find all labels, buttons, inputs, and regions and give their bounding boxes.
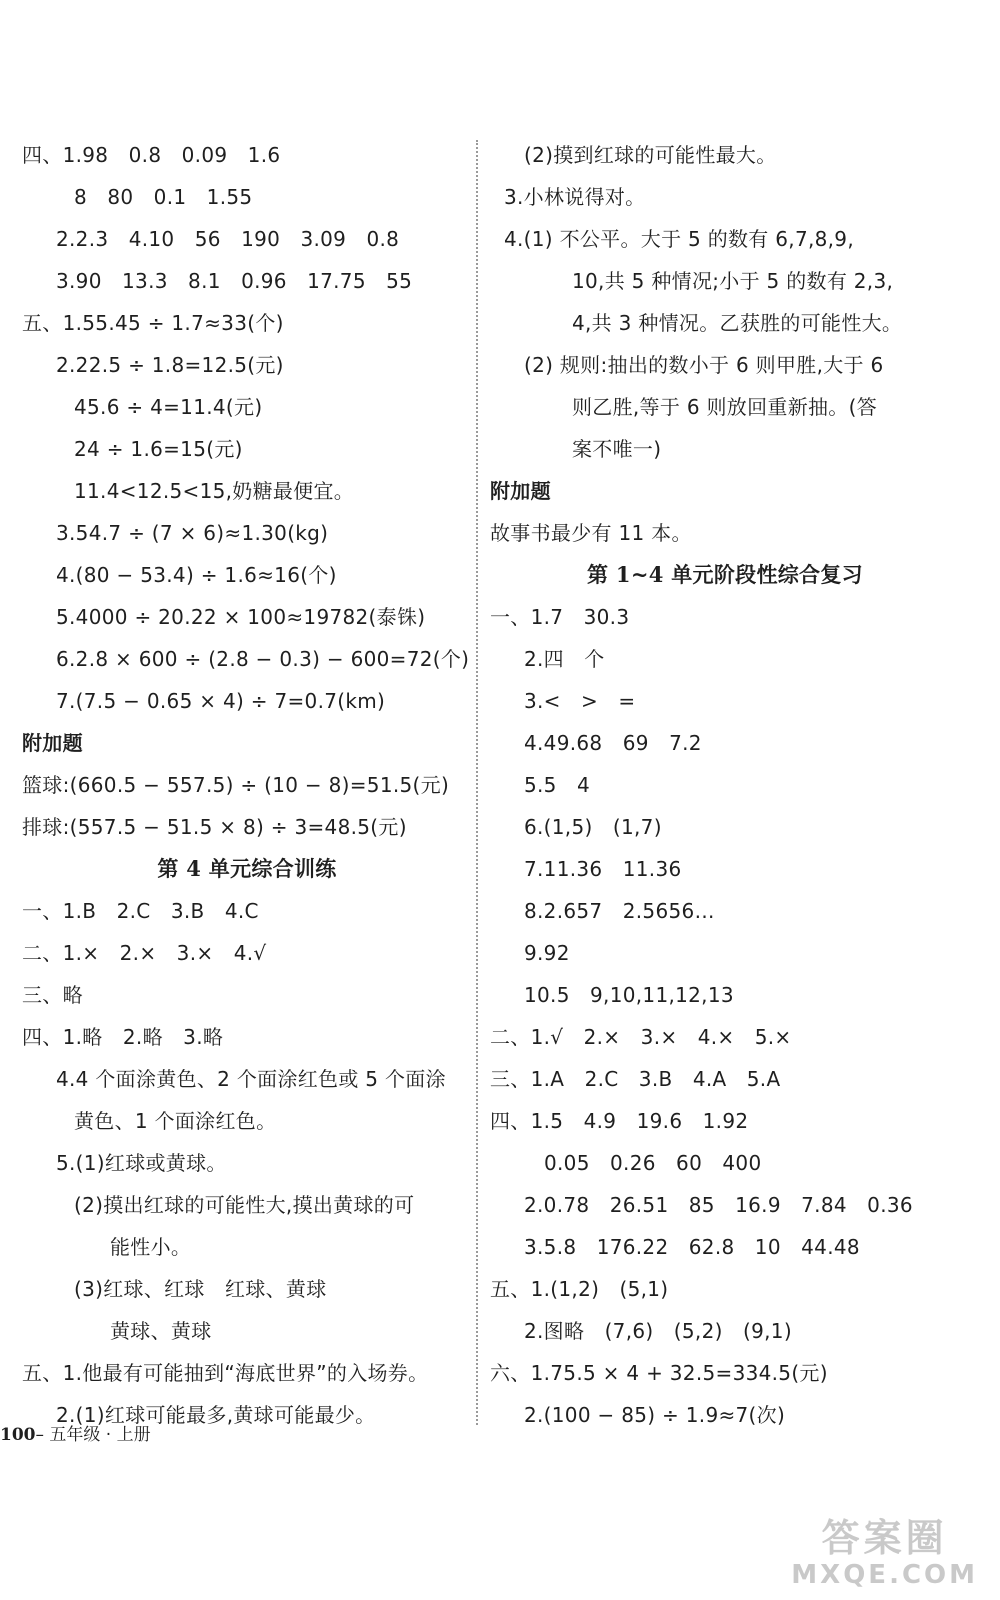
- answer-line: 2.0.78 26.51 85 16.9 7.84 0.36: [524, 1193, 913, 1217]
- answer-line: 6.2.8 × 600 ÷ (2.8 − 0.3) − 600=72(个): [56, 647, 470, 671]
- page-number: 100: [0, 1425, 36, 1445]
- answer-line: (3)红球、红球 红球、黄球: [74, 1277, 327, 1301]
- answer-line: 2.(100 − 85) ÷ 1.9≈7(次): [524, 1403, 786, 1427]
- answer-line: 2.22.5 ÷ 1.8=12.5(元): [56, 353, 284, 377]
- answer-line: 4.(1) 不公平。大于 5 的数有 6,7,8,9,: [504, 227, 854, 251]
- answer-line: 8.2.657 2.5656…: [524, 899, 715, 923]
- answer-line: 篮球:(660.5 − 557.5) ÷ (10 − 8)=51.5(元): [22, 773, 450, 797]
- right-column: [490, 134, 960, 1436]
- grade-label: 五年级 · 上册: [49, 1425, 151, 1445]
- answer-line: 3.小林说得对。: [504, 185, 646, 209]
- answer-line: 24 ÷ 1.6=15(元): [74, 437, 243, 461]
- answer-line: 则乙胜,等于 6 则放回重新抽。(答: [572, 395, 877, 419]
- answer-line: 四、1.5 4.9 19.6 1.92: [490, 1109, 749, 1133]
- footer-dash: –: [35, 1425, 44, 1445]
- watermark-logo: [791, 1516, 978, 1590]
- column-divider: [476, 140, 478, 1425]
- answer-line: 7.11.36 11.36: [524, 857, 682, 881]
- answer-line: 8 80 0.1 1.55: [74, 185, 253, 209]
- answer-line: 案不唯一): [572, 437, 662, 461]
- answer-line: 0.05 0.26 60 400: [544, 1151, 762, 1175]
- answer-line: 黄色、1 个面涂红色。: [74, 1109, 277, 1133]
- answer-line: 7.(7.5 − 0.65 × 4) ÷ 7=0.7(km): [56, 689, 386, 713]
- answer-line: (2)摸到红球的可能性最大。: [524, 143, 777, 167]
- answer-line: 45.6 ÷ 4=11.4(元): [74, 395, 263, 419]
- section-heading: 第 1~4 单元阶段性综合复习: [587, 562, 863, 587]
- answer-line: 2.(1)红球可能最多,黄球可能最少。: [56, 1403, 376, 1427]
- answer-line: 3.< > =: [524, 689, 636, 713]
- answer-line: (2)摸出红球的可能性大,摸出黄球的可: [74, 1193, 415, 1217]
- answer-line: 3.5.8 176.22 62.8 10 44.48: [524, 1235, 860, 1259]
- answer-line: 一、1.7 30.3: [490, 605, 630, 629]
- answer-line: 4.49.68 69 7.2: [524, 731, 702, 755]
- answer-line: 故事书最少有 11 本。: [490, 521, 692, 545]
- answer-line: 四、1.略 2.略 3.略: [22, 1025, 224, 1049]
- answer-line: 6.(1,5) (1,7): [524, 815, 662, 839]
- watermark-url: MXQE.COM: [791, 1560, 978, 1590]
- answer-line: 4.(80 − 53.4) ÷ 1.6≈16(个): [56, 563, 337, 587]
- left-column: [22, 134, 472, 1436]
- answer-line: 附加题: [22, 731, 83, 755]
- answer-line: 一、1.B 2.C 3.B 4.C: [22, 899, 259, 923]
- answer-line: 六、1.75.5 × 4 + 32.5=334.5(元): [490, 1361, 828, 1385]
- answer-line: 三、1.A 2.C 3.B 4.A 5.A: [490, 1067, 781, 1091]
- answer-line: 排球:(557.5 − 51.5 × 8) ÷ 3=48.5(元): [22, 815, 407, 839]
- answer-line: 11.4<12.5<15,奶糖最便宜。: [74, 479, 355, 503]
- answer-line: 三、略: [22, 983, 83, 1007]
- answer-line: 3.90 13.3 8.1 0.96 17.75 55: [56, 269, 413, 293]
- answer-line: 5.5 4: [524, 773, 591, 797]
- answer-line: 10,共 5 种情况;小于 5 的数有 2,3,: [572, 269, 894, 293]
- page-footer: [0, 1420, 151, 1450]
- answer-line: 2.2.3 4.10 56 190 3.09 0.8: [56, 227, 400, 251]
- answer-line: 五、1.55.45 ÷ 1.7≈33(个): [22, 311, 284, 335]
- answer-line: 3.54.7 ÷ (7 × 6)≈1.30(kg): [56, 521, 329, 545]
- answer-line: 4.4 个面涂黄色、2 个面涂红色或 5 个面涂: [56, 1067, 446, 1091]
- answer-line: 五、1.(1,2) (5,1): [490, 1277, 669, 1301]
- answer-line: 五、1.他最有可能抽到“海底世界”的入场券。: [22, 1361, 429, 1385]
- answer-line: 9.92: [524, 941, 570, 965]
- answer-line: 能性小。: [110, 1235, 192, 1259]
- answer-line: 附加题: [490, 479, 551, 503]
- answer-line: 二、1.√ 2.× 3.× 4.× 5.×: [490, 1025, 792, 1049]
- answer-line: (2) 规则:抽出的数小于 6 则甲胜,大于 6: [524, 353, 884, 377]
- answer-line: 5.4000 ÷ 20.22 × 100≈19782(泰铢): [56, 605, 426, 629]
- answer-line: 2.图略 (7,6) (5,2) (9,1): [524, 1319, 792, 1343]
- section-heading: 第 4 单元综合训练: [157, 856, 337, 881]
- answer-line: 4,共 3 种情况。乙获胜的可能性大。: [572, 311, 903, 335]
- answer-line: 5.(1)红球或黄球。: [56, 1151, 227, 1175]
- answer-line: 四、1.98 0.8 0.09 1.6: [22, 143, 281, 167]
- answer-line: 黄球、黄球: [110, 1319, 212, 1343]
- answer-line: 10.5 9,10,11,12,13: [524, 983, 734, 1007]
- watermark-title: 答案圈: [821, 1516, 948, 1560]
- answer-line: 二、1.× 2.× 3.× 4.√: [22, 941, 267, 965]
- answer-line: 2.四 个: [524, 647, 605, 671]
